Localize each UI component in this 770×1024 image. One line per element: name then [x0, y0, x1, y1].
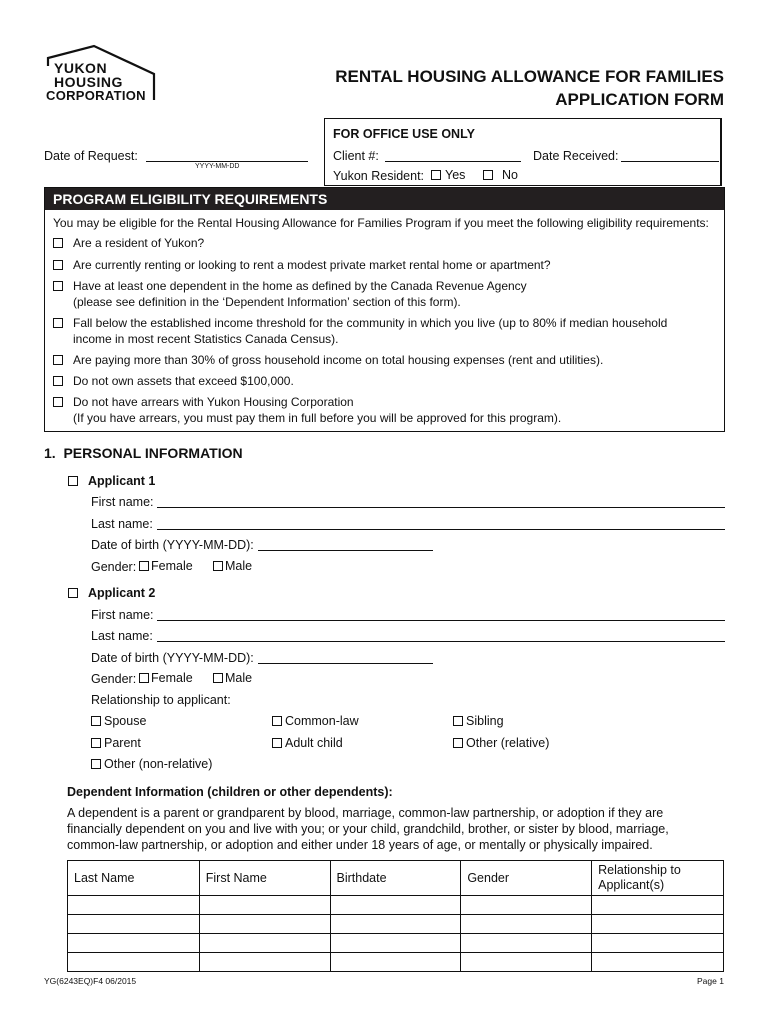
requirement-checkbox[interactable] [53, 281, 63, 291]
office-use-heading: FOR OFFICE USE ONLY [333, 127, 475, 141]
requirement-text-cont: income in most recent Statistics Canada Census). [73, 332, 339, 346]
rel-other-non-relative-checkbox[interactable] [91, 759, 101, 769]
col-gender: Gender [461, 861, 592, 896]
a2-female-option[interactable] [139, 671, 193, 685]
a2-last-name-label: Last name: [91, 629, 153, 643]
col-relationship [592, 861, 724, 896]
a2-female-label: Female [151, 671, 193, 685]
a2-male-label: Male [225, 671, 253, 685]
rel-spouse-option[interactable] [91, 714, 146, 728]
table-cell[interactable] [330, 896, 461, 915]
resident-no-option[interactable] [483, 168, 518, 182]
form-code: YG(6243EQ)F4 06/2015 [44, 976, 137, 986]
a1-last-name-field[interactable] [157, 529, 725, 530]
requirement-text: Do not have arrears with Yukon Housing Corporation [73, 395, 354, 409]
logo-line-2: HOUSING [54, 74, 123, 90]
rel-other-non-relative-label: Other (non-relative) [104, 757, 213, 771]
a1-male-checkbox[interactable] [213, 561, 223, 571]
form-title-line-2: APPLICATION FORM [555, 90, 724, 109]
dependent-definition-line-2: financially dependent on you and live with you; or your child, grandchild, brother, or sister by blood, marriage, [67, 822, 669, 836]
dependent-definition-line-3: common-law partnership, or adoption and either under 18 years of age, or mentally or physically impaired. [67, 838, 653, 852]
table-cell[interactable] [461, 896, 592, 915]
requirement-item [53, 353, 604, 368]
eligibility-intro: You may be eligible for the Rental Housing Allowance for Families Program if you meet the following eligibility requirements: [53, 216, 709, 230]
col-birthdate: Birthdate [330, 861, 461, 896]
rel-spouse-checkbox[interactable] [91, 716, 101, 726]
requirement-checkbox[interactable] [53, 238, 63, 248]
requirement-item [53, 374, 294, 389]
resident-no-label: No [502, 168, 518, 182]
requirement-checkbox[interactable] [53, 318, 63, 328]
rel-parent-option[interactable] [91, 736, 141, 750]
table-cell[interactable] [199, 934, 330, 953]
a2-first-name-field[interactable] [157, 620, 725, 621]
resident-yes-option[interactable] [431, 168, 465, 182]
table-cell[interactable] [68, 934, 200, 953]
requirement-text: Fall below the established income threshold for the community in which you live (up to 80% if median household [73, 316, 668, 330]
requirement-checkbox[interactable] [53, 355, 63, 365]
table-cell[interactable] [461, 953, 592, 972]
a2-male-option[interactable] [213, 671, 252, 685]
a1-female-option[interactable] [139, 559, 193, 573]
table-row [68, 953, 724, 972]
yukon-housing-logo [44, 44, 160, 106]
table-cell[interactable] [199, 915, 330, 934]
office-use-box [324, 118, 722, 186]
a1-first-name-field[interactable] [157, 507, 725, 508]
rel-common-law-label: Common-law [285, 714, 359, 728]
requirement-checkbox[interactable] [53, 260, 63, 270]
rel-common-law-checkbox[interactable] [272, 716, 282, 726]
table-cell[interactable] [68, 915, 200, 934]
a1-female-label: Female [151, 559, 193, 573]
date-of-request-field[interactable] [146, 161, 308, 162]
requirement-text-cont: (If you have arrears, you must pay them in full before you will be approved for this program). [73, 411, 562, 425]
requirement-text: Are a resident of Yukon? [73, 236, 205, 250]
rel-spouse-label: Spouse [104, 714, 147, 728]
a2-dob-label: Date of birth (YYYY-MM-DD): [91, 651, 254, 665]
a1-male-label: Male [225, 559, 253, 573]
rel-other-relative-label: Other (relative) [466, 736, 550, 750]
table-cell[interactable] [592, 915, 724, 934]
a2-first-name-label: First name: [91, 608, 154, 622]
client-number-field[interactable] [385, 161, 521, 162]
table-cell[interactable] [68, 953, 200, 972]
requirement-text: Are paying more than 30% of gross household income on total housing expenses (rent and utilities). [73, 353, 604, 367]
requirement-text: Are currently renting or looking to rent a modest private market rental home or apartment? [73, 258, 551, 272]
yukon-resident-label: Yukon Resident: [333, 169, 425, 183]
a2-female-checkbox[interactable] [139, 673, 149, 683]
client-number-label: Client #: [333, 149, 379, 163]
col-last-name: Last Name [68, 861, 200, 896]
a1-female-checkbox[interactable] [139, 561, 149, 571]
date-received-label: Date Received: [533, 149, 619, 163]
table-cell[interactable] [199, 896, 330, 915]
applicant-1-checkbox[interactable] [68, 476, 78, 486]
table-cell[interactable] [461, 934, 592, 953]
requirement-item [53, 279, 527, 309]
table-row [68, 896, 724, 915]
a1-dob-field[interactable] [258, 550, 433, 551]
a2-gender-label: Gender: [91, 672, 137, 686]
rel-other-non-relative-option[interactable] [91, 757, 212, 771]
rel-parent-label: Parent [104, 736, 141, 750]
dependent-definition-line-1: A dependent is a parent or grandparent by blood, marriage, common-law partnership, or adoption if they are [67, 806, 664, 820]
requirement-checkbox[interactable] [53, 397, 63, 407]
date-received-field[interactable] [621, 161, 719, 162]
table-cell[interactable] [199, 953, 330, 972]
col-first-name: First Name [199, 861, 330, 896]
rel-adult-child-label: Adult child [285, 736, 343, 750]
requirement-item [53, 395, 562, 425]
eligibility-box [44, 187, 725, 432]
logo-line-3: CORPORATION [46, 88, 146, 103]
rel-adult-child-option[interactable] [272, 736, 343, 750]
resident-no-checkbox[interactable] [483, 170, 493, 180]
requirement-item [53, 316, 668, 346]
table-row [68, 934, 724, 953]
applicant-2-option[interactable] [68, 586, 155, 600]
table-cell[interactable] [330, 953, 461, 972]
a2-dob-field[interactable] [258, 663, 433, 664]
eligibility-heading: PROGRAM ELIGIBILITY REQUIREMENTS [45, 188, 724, 210]
logo-line-1: YUKON [54, 60, 108, 76]
rel-sibling-label: Sibling [466, 714, 504, 728]
a1-male-option[interactable] [213, 559, 252, 573]
rel-other-relative-option[interactable] [453, 736, 549, 750]
rel-common-law-option[interactable] [272, 714, 359, 728]
table-cell[interactable] [461, 915, 592, 934]
a1-gender-label: Gender: [91, 560, 137, 574]
applicant-1-label: Applicant 1 [88, 474, 156, 488]
a1-dob-label: Date of birth (YYYY-MM-DD): [91, 538, 254, 552]
requirement-text: Have at least one dependent in the home as defined by the Canada Revenue Agency [73, 279, 527, 293]
requirement-text: Do not own assets that exceed $100,000. [73, 374, 294, 388]
date-format-hint: YYYY-MM-DD [195, 163, 240, 170]
col-relationship-line-2: Applicant(s) [598, 878, 665, 892]
page-number: Page 1 [697, 976, 724, 986]
applicant-1-option[interactable] [68, 474, 155, 488]
rel-sibling-checkbox[interactable] [453, 716, 463, 726]
a1-first-name-label: First name: [91, 495, 154, 509]
form-title-line-1: RENTAL HOUSING ALLOWANCE FOR FAMILIES [335, 67, 724, 86]
table-row [68, 915, 724, 934]
relationship-label: Relationship to applicant: [91, 693, 231, 707]
requirement-text-cont: (please see definition in the ‘Dependent Information’ section of this form). [73, 295, 461, 309]
applicant-2-checkbox[interactable] [68, 588, 78, 598]
table-cell[interactable] [330, 934, 461, 953]
requirement-checkbox[interactable] [53, 376, 63, 386]
dependent-heading: Dependent Information (children or other dependents): [67, 785, 393, 799]
rel-sibling-option[interactable] [453, 714, 504, 728]
table-header-row [68, 861, 724, 896]
rel-other-relative-checkbox[interactable] [453, 738, 463, 748]
dependent-table [67, 860, 724, 972]
rel-adult-child-checkbox[interactable] [272, 738, 282, 748]
requirement-item [53, 258, 551, 273]
table-cell[interactable] [592, 896, 724, 915]
a2-male-checkbox[interactable] [213, 673, 223, 683]
personal-info-heading: 1. PERSONAL INFORMATION [44, 445, 243, 461]
date-of-request-label: Date of Request: [44, 149, 138, 163]
resident-yes-checkbox[interactable] [431, 170, 441, 180]
a2-last-name-field[interactable] [157, 641, 725, 642]
applicant-2-label: Applicant 2 [88, 586, 156, 600]
table-cell[interactable] [592, 934, 724, 953]
table-cell[interactable] [330, 915, 461, 934]
rel-parent-checkbox[interactable] [91, 738, 101, 748]
table-cell[interactable] [68, 896, 200, 915]
col-relationship-line-1: Relationship to [598, 863, 681, 877]
requirement-item [53, 236, 205, 251]
table-cell[interactable] [592, 953, 724, 972]
a1-last-name-label: Last name: [91, 517, 153, 531]
resident-yes-label: Yes [445, 168, 466, 182]
